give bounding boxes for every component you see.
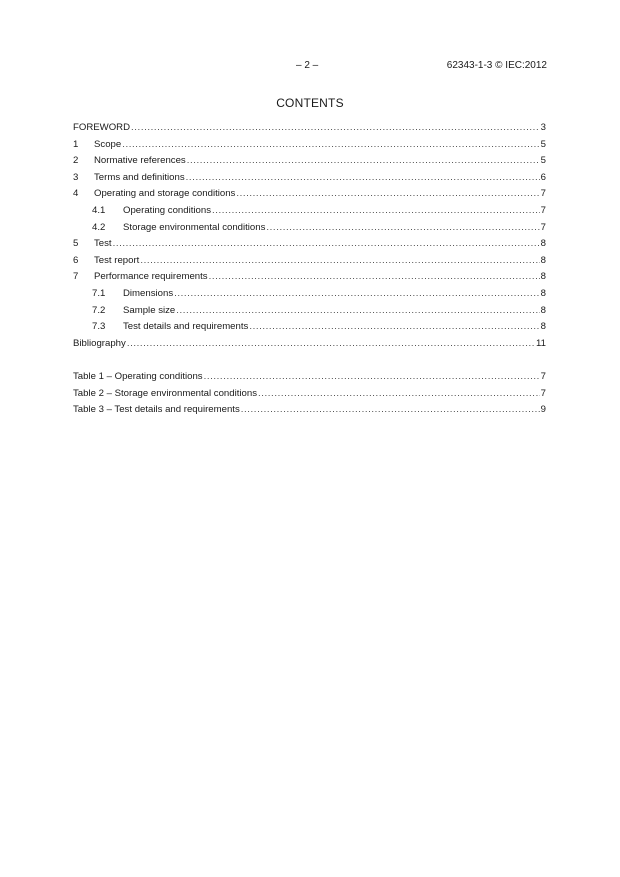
toc-entry-number: 7.1	[92, 287, 106, 299]
toc-entry-label: Table 3 – Test details and requirements	[73, 404, 240, 416]
toc-entry-table-2[interactable]	[73, 386, 546, 403]
toc-entry-foreword[interactable]	[73, 120, 546, 137]
dot-leader	[186, 170, 540, 187]
toc-entry-number: 4	[73, 188, 79, 200]
toc-entry-label: Test details and requirements	[123, 321, 249, 333]
toc-entry-label: Scope	[94, 138, 122, 150]
toc-entry-test-report[interactable]	[73, 253, 546, 270]
toc-entry-number: 1	[73, 138, 79, 150]
dot-leader	[176, 303, 539, 320]
toc-entry-page: 8	[540, 271, 546, 283]
toc-entry-normative-references[interactable]	[73, 153, 546, 170]
toc-entry-label: Operating and storage conditions	[94, 188, 236, 200]
toc-entry-terms-and-definitions[interactable]	[73, 170, 546, 187]
toc-entry-page: 7	[540, 188, 546, 200]
dot-leader	[127, 336, 535, 353]
dot-leader	[187, 153, 540, 170]
toc-entry-label: FOREWORD	[73, 122, 131, 133]
toc-entry-page: 7	[540, 221, 546, 233]
toc-entry-label: Table 2 – Storage environmental conditions	[73, 387, 257, 399]
dot-leader	[236, 186, 539, 203]
toc-entry-page: 11	[536, 337, 546, 349]
toc-entry-test[interactable]	[73, 236, 546, 253]
toc-entry-label: Test	[94, 238, 112, 250]
page-title: CONTENTS	[276, 96, 344, 110]
dot-leader	[113, 236, 540, 253]
toc-entry-page: 5	[540, 155, 546, 167]
toc-entry-page: 9	[540, 404, 546, 416]
toc-entry-label: Table 1 – Operating conditions	[73, 370, 203, 382]
toc-entry-page: 3	[540, 122, 546, 133]
dot-leader	[266, 220, 539, 237]
toc-entry-page: 8	[540, 304, 546, 316]
toc-entry-label: Performance requirements	[94, 271, 208, 283]
page-number: – 2 –	[296, 60, 319, 71]
toc-entry-number: 7.2	[92, 304, 106, 316]
table-of-contents	[73, 120, 546, 419]
toc-entry-table-3[interactable]	[73, 402, 546, 419]
dot-leader	[212, 203, 540, 220]
dot-leader	[258, 386, 540, 403]
dot-leader	[209, 269, 540, 286]
dot-leader	[249, 319, 539, 336]
dot-leader	[174, 286, 540, 303]
toc-entry-scope[interactable]	[73, 137, 546, 154]
toc-entry-bibliography[interactable]	[73, 336, 546, 353]
toc-entry-label: Normative references	[94, 155, 186, 167]
toc-entry-number: 5	[73, 238, 79, 250]
toc-entry-operating-conditions[interactable]	[73, 203, 546, 220]
toc-entry-sample-size[interactable]	[73, 303, 546, 320]
toc-entry-page: 7	[540, 387, 546, 399]
toc-entry-performance-requirements[interactable]	[73, 269, 546, 286]
toc-entry-page: 8	[540, 254, 546, 266]
toc-entry-label: Storage environmental conditions	[123, 221, 266, 233]
toc-entry-page: 8	[540, 287, 546, 299]
toc-entry-number: 3	[73, 171, 79, 183]
dot-leader	[140, 253, 539, 270]
toc-entry-label: Operating conditions	[123, 204, 211, 216]
toc-entry-page: 8	[540, 321, 546, 333]
document-reference: 62343-1-3 © IEC:2012	[446, 60, 547, 71]
toc-entry-page: 8	[540, 238, 546, 250]
toc-entry-dimensions[interactable]	[73, 286, 546, 303]
toc-entry-number: 2	[73, 155, 79, 167]
toc-entry-storage-environmental-conditions[interactable]	[73, 220, 546, 237]
toc-entry-page: 6	[540, 171, 546, 183]
toc-entry-number: 4.2	[92, 221, 106, 233]
toc-entry-label: Sample size	[123, 304, 176, 316]
toc-entry-test-details-and-requirements[interactable]	[73, 319, 546, 336]
dot-leader	[131, 120, 540, 137]
toc-entry-page: 7	[540, 204, 546, 216]
toc-entry-label: Test report	[94, 254, 140, 266]
toc-entry-label: Bibliography	[73, 337, 126, 349]
toc-entry-table-1[interactable]	[73, 369, 546, 386]
toc-entry-page: 5	[540, 138, 546, 150]
toc-entry-number: 7.3	[92, 321, 106, 333]
toc-entry-number: 4.1	[92, 204, 106, 216]
toc-entry-operating-and-storage-conditions[interactable]	[73, 186, 546, 203]
dot-leader	[241, 402, 540, 419]
toc-entry-number: 7	[73, 271, 79, 283]
toc-entry-label: Terms and definitions	[94, 171, 185, 183]
toc-entry-label: Dimensions	[123, 287, 174, 299]
toc-entry-number: 6	[73, 254, 79, 266]
dot-leader	[204, 369, 540, 386]
page-header	[0, 60, 620, 74]
dot-leader	[122, 137, 539, 154]
toc-entry-page: 7	[540, 370, 546, 382]
